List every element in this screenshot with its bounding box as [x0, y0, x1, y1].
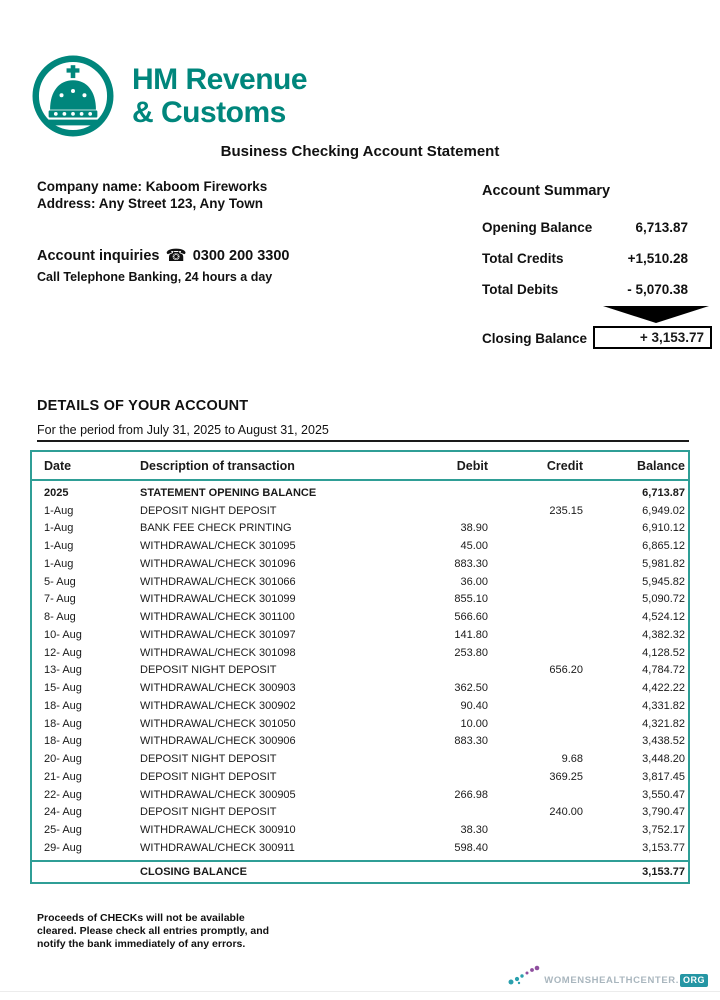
table-row [32, 768, 688, 786]
cell-date: 1-Aug [44, 522, 74, 535]
table-row [32, 804, 688, 822]
cell-balance: 3,817.45 [642, 770, 685, 783]
telephone-banking-note: Call Telephone Banking, 24 hours a day [37, 270, 273, 284]
document-title: Business Checking Account Statement [220, 143, 500, 160]
brand-wordmark [132, 63, 307, 129]
cell-credit: 9.68 [561, 753, 583, 766]
cell-description: WITHDRAWAL/CHECK 301050 [140, 717, 296, 730]
cell-balance: 4,382.32 [642, 628, 685, 641]
cell-balance: 4,524.12 [642, 611, 685, 624]
cell-date: 2025 [44, 486, 69, 499]
cell-date: 5- Aug [44, 575, 76, 588]
table-row [32, 608, 688, 626]
cell-credit: 656.20 [549, 664, 583, 677]
table-row [32, 573, 688, 591]
cell-debit: 90.40 [460, 699, 488, 712]
cell-description: DEPOSIT NIGHT DEPOSIT [140, 664, 277, 677]
cell-debit: 883.30 [454, 735, 488, 748]
cell-description: STATEMENT OPENING BALANCE [140, 486, 317, 499]
hmrc-crown-logo-icon [30, 55, 116, 137]
cell-date: 25- Aug [44, 824, 82, 837]
cell-debit: 10.00 [460, 717, 488, 730]
disclaimer-line1: Proceeds of CHECKs will not be available [37, 912, 245, 924]
cell-balance: 3,448.20 [642, 753, 685, 766]
cell-description: WITHDRAWAL/CHECK 301099 [140, 593, 296, 606]
company-block [37, 178, 267, 212]
cell-description: DEPOSIT NIGHT DEPOSIT [140, 504, 277, 517]
details-heading: DETAILS OF YOUR ACCOUNT [37, 398, 249, 414]
account-inquiries-line [37, 246, 289, 266]
cell-date: 20- Aug [44, 753, 82, 766]
summary-value: - 5,070.38 [627, 282, 688, 297]
watermark-dots-icon [507, 965, 541, 992]
cell-debit: 566.60 [454, 611, 488, 624]
cell-date: 18- Aug [44, 717, 82, 730]
statement-period: For the period from July 31, 2025 to August 31, 2025 [37, 423, 329, 437]
closing-balance-value-box: + 3,153.77 [593, 326, 712, 349]
table-row [32, 662, 688, 680]
cell-debit: 362.50 [454, 682, 488, 695]
cell-date: 1-Aug [44, 540, 74, 553]
table-row [32, 821, 688, 839]
table-row [32, 502, 688, 520]
account-summary [482, 183, 688, 313]
cell-date: 10- Aug [44, 628, 82, 641]
cell-date: 1-Aug [44, 504, 74, 517]
cell-balance: 3,438.52 [642, 735, 685, 748]
table-row [32, 786, 688, 804]
cell-debit: 36.00 [460, 575, 488, 588]
table-row [32, 839, 688, 857]
company-address-line: Address: Any Street 123, Any Town [37, 196, 264, 211]
table-row [32, 644, 688, 662]
cell-debit: 141.80 [454, 628, 488, 641]
table-header-row [32, 452, 688, 481]
account-summary-heading: Account Summary [482, 183, 611, 199]
cell-date: 29- Aug [44, 841, 82, 854]
closing-row-label: CLOSING BALANCE [140, 865, 247, 878]
col-header-date: Date [44, 458, 72, 473]
bottom-divider-line [0, 991, 720, 992]
cell-balance: 5,090.72 [642, 593, 685, 606]
transactions-table [30, 450, 690, 884]
closing-balance-row [32, 860, 688, 882]
table-row [32, 750, 688, 768]
cell-balance: 6,910.12 [642, 522, 685, 535]
cell-debit: 253.80 [454, 646, 488, 659]
cell-date: 1-Aug [44, 557, 74, 570]
cell-date: 18- Aug [44, 735, 82, 748]
cell-description: WITHDRAWAL/CHECK 301100 [140, 611, 295, 624]
cell-description: WITHDRAWAL/CHECK 300911 [140, 841, 295, 854]
arrow-down-indicator-icon [603, 306, 709, 323]
inquiries-label: Account inquiries [37, 248, 160, 264]
cell-date: 21- Aug [44, 770, 82, 783]
cell-description: BANK FEE CHECK PRINTING [140, 522, 292, 535]
cell-balance: 4,128.52 [642, 646, 685, 659]
hmrc-brand-header [30, 55, 307, 137]
summary-label: Total Debits [482, 282, 559, 297]
watermark-tld-badge: ORG [680, 974, 708, 987]
cell-balance: 4,784.72 [642, 664, 685, 677]
cell-date: 24- Aug [44, 806, 82, 819]
disclaimer-line3: notify the bank immediately of any errors. [37, 938, 246, 950]
divider-rule [37, 440, 689, 442]
phone-number: 0300 200 3300 [192, 248, 290, 264]
cell-balance: 6,949.02 [642, 504, 685, 517]
cell-date: 22- Aug [44, 788, 82, 801]
cell-credit: 240.00 [549, 806, 583, 819]
cell-date: 18- Aug [44, 699, 82, 712]
summary-row-opening-balance [482, 220, 688, 235]
summary-row-total-credits [482, 251, 688, 266]
cell-debit: 45.00 [460, 540, 488, 553]
cell-balance: 3,790.47 [642, 806, 685, 819]
summary-value: +1,510.28 [627, 251, 688, 266]
watermark-site-text: WOMENSHEALTHCENTER. [544, 975, 679, 986]
table-row [32, 520, 688, 538]
cell-credit: 235.15 [549, 504, 583, 517]
table-row [32, 733, 688, 751]
cell-debit: 598.40 [454, 841, 488, 854]
col-header-debit: Debit [456, 458, 488, 473]
cell-balance: 5,981.82 [642, 557, 685, 570]
summary-label: Total Credits [482, 251, 564, 266]
company-name-line: Company name: Kaboom Fireworks [37, 179, 268, 194]
cell-debit: 266.98 [454, 788, 488, 801]
col-header-balance: Balance [637, 458, 685, 473]
transactions-body [32, 481, 688, 860]
cell-balance: 4,422.22 [642, 682, 685, 695]
cell-date: 7- Aug [44, 593, 76, 606]
table-row [32, 626, 688, 644]
cell-description: WITHDRAWAL/CHECK 300902 [140, 699, 296, 712]
summary-row-total-debits [482, 282, 688, 297]
table-row [32, 679, 688, 697]
cell-description: WITHDRAWAL/CHECK 301066 [140, 575, 296, 588]
cell-debit: 855.10 [454, 593, 488, 606]
cell-date: 12- Aug [44, 646, 82, 659]
checks-disclaimer [37, 912, 269, 951]
cell-description: WITHDRAWAL/CHECK 300906 [140, 735, 296, 748]
cell-balance: 4,331.82 [642, 699, 685, 712]
cell-balance: 5,945.82 [642, 575, 685, 588]
cell-balance: 3,550.47 [642, 788, 685, 801]
cell-balance: 6,865.12 [642, 540, 685, 553]
table-row [32, 555, 688, 573]
disclaimer-line2: cleared. Please check all entries promptly, and [37, 925, 270, 937]
cell-description: WITHDRAWAL/CHECK 300903 [140, 682, 296, 695]
cell-balance: 3,153.77 [642, 841, 685, 854]
table-row [32, 537, 688, 555]
cell-description: DEPOSIT NIGHT DEPOSIT [140, 770, 277, 783]
cell-balance: 6,713.87 [642, 486, 685, 499]
table-row [32, 715, 688, 733]
summary-label: Opening Balance [482, 220, 593, 235]
cell-date: 8- Aug [44, 611, 76, 624]
col-header-description: Description of transaction [140, 458, 295, 473]
closing-row-balance: 3,153.77 [642, 865, 685, 878]
cell-description: WITHDRAWAL/CHECK 301096 [140, 557, 296, 570]
cell-debit: 38.30 [460, 824, 488, 837]
cell-debit: 883.30 [454, 557, 488, 570]
cell-description: WITHDRAWAL/CHECK 300910 [140, 824, 296, 837]
cell-balance: 3,752.17 [642, 824, 685, 837]
brand-line1: HM Revenue [132, 63, 308, 96]
telephone-icon: ☎ [165, 246, 187, 266]
col-header-credit: Credit [546, 458, 583, 473]
watermark [507, 969, 708, 992]
cell-description: WITHDRAWAL/CHECK 300905 [140, 788, 296, 801]
table-row [32, 591, 688, 609]
table-row [32, 484, 688, 502]
cell-date: 13- Aug [44, 664, 82, 677]
cell-balance: 4,321.82 [642, 717, 685, 730]
cell-description: WITHDRAWAL/CHECK 301097 [140, 628, 296, 641]
closing-balance-label: Closing Balance [482, 331, 588, 346]
cell-date: 15- Aug [44, 682, 82, 695]
cell-description: DEPOSIT NIGHT DEPOSIT [140, 806, 277, 819]
summary-value: 6,713.87 [635, 220, 688, 235]
brand-line2: & Customs [132, 96, 286, 129]
cell-description: DEPOSIT NIGHT DEPOSIT [140, 753, 277, 766]
cell-credit: 369.25 [549, 770, 583, 783]
cell-description: WITHDRAWAL/CHECK 301098 [140, 646, 296, 659]
cell-description: WITHDRAWAL/CHECK 301095 [140, 540, 296, 553]
cell-debit: 38.90 [460, 522, 488, 535]
table-row [32, 697, 688, 715]
